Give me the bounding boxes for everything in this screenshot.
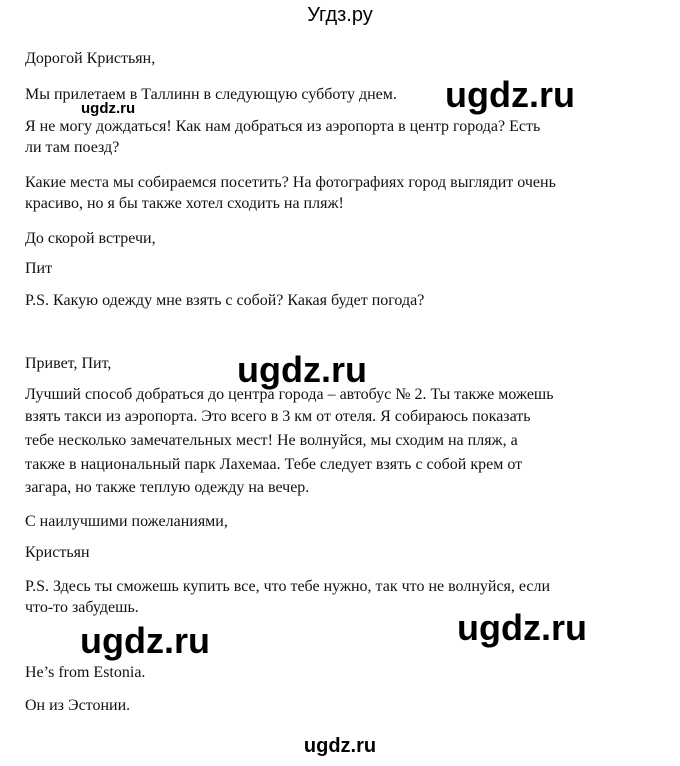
letter1-closing: До скорой встречи,	[25, 230, 156, 247]
watermark: ugdz.ru	[81, 100, 136, 117]
letter1-line: Какие места мы собираемся посетить? На фотографиях город выглядит очень	[25, 174, 556, 191]
letter2-closing: С наилучшими пожеланиями,	[25, 513, 228, 530]
letter1-signature: Пит	[25, 260, 53, 277]
letter2-line: также в национальный парк Лахемаа. Тебе следует взять с собой крем от	[25, 456, 523, 473]
answer-english: He’s from Estonia.	[25, 664, 146, 681]
letter1-postscript: P.S. Какую одежду мне взять с собой? Какая будет погода?	[25, 292, 425, 309]
watermark: ugdz.ru	[457, 607, 587, 648]
letter2-line: загара, но также теплую одежду на вечер.	[25, 479, 310, 496]
letter2-line: Лучший способ добраться до центра города – автобус № 2. Ты также можешь	[25, 386, 554, 403]
site-header: Угдз.ру	[307, 4, 373, 26]
letter2-greeting: Привет, Пит,	[25, 355, 112, 372]
watermark: ugdz.ru	[237, 349, 367, 390]
letter1-line: красиво, но я бы также хотел сходить на пляж!	[25, 195, 344, 212]
letter2-postscript: P.S. Здесь ты сможешь купить все, что тебе нужно, так что не волнуйся, если	[25, 578, 551, 595]
site-footer: ugdz.ru	[303, 735, 377, 757]
letter1-line: Мы прилетаем в Таллинн в следующую субботу днем.	[25, 86, 397, 103]
watermark: ugdz.ru	[445, 74, 575, 115]
letter2-line: взять такси из аэропорта. Это всего в 3 км от отеля. Я собираюсь показать	[25, 408, 531, 425]
letter1-greeting: Дорогой Кристьян,	[25, 50, 156, 67]
watermark: ugdz.ru	[80, 620, 210, 661]
letter2-postscript: что-то забудешь.	[25, 599, 139, 616]
letter1-line: Я не могу дождаться! Как нам добраться из аэропорта в центр города? Есть	[25, 118, 541, 135]
answer-russian: Он из Эстонии.	[25, 697, 131, 714]
letter2-signature: Кристьян	[25, 544, 90, 561]
letter1-line: ли там поезд?	[25, 139, 120, 156]
letter2-line: тебе несколько замечательных мест! Не волнуйся, мы сходим на пляж, а	[25, 432, 518, 449]
